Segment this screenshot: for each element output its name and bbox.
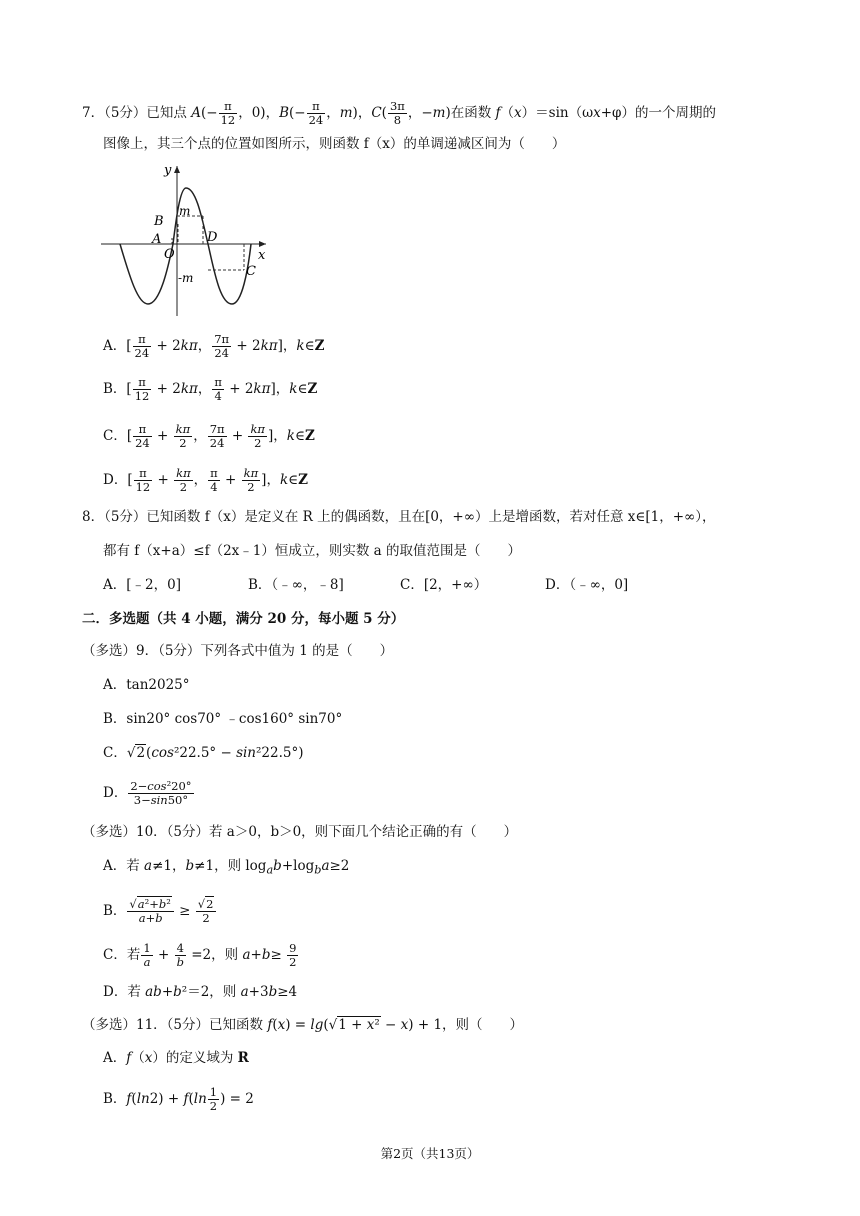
point-a-label: A xyxy=(152,232,162,247)
q7-option-b: B．[ $\frac{\pi}{12}$ + 2kπ， $\frac{\pi}{4}$ + 2kπ]，k∈Z xyxy=(103,375,318,403)
x-label: x xyxy=(258,248,266,263)
q9-option-c: C．√2(cos²22.5° − sin²22.5°) xyxy=(103,745,304,761)
sine-graph-figure xyxy=(98,158,273,318)
q8-stem-line1: 8．（5分）已知函数 f（x）是定义在 R 上的偶函数，且在[0，+∞）上是增函数，若对任意 x∈[1，+∞）， xyxy=(82,509,716,525)
q9-option-a: A．tan2025° xyxy=(103,677,190,693)
q10-stem: （多选）10．（5分）若 a＞0，b＞0，则下面几个结论正确的有（ ） xyxy=(82,824,518,840)
section-heading-multi-choice: 二．多选题（共 4 小题，满分 20 分，每小题 5 分） xyxy=(82,611,405,627)
q7-stem-line1: 7．（5分）已知点 A(− $\frac{\pi}{12}$ ，0)，B(− $\frac{\pi}{24}$ ，m)，C( $\frac{3\pi}{8}$ ，−m)在函数 f（x）＝sin（ωx+φ）的一个周期的 xyxy=(82,99,716,127)
q8-option-c: C．[2，+∞） xyxy=(400,577,488,593)
q8-option-a: A．[﹣2，0] xyxy=(103,577,181,593)
point-d-label: D xyxy=(207,230,218,245)
neg-m-label: -m xyxy=(178,271,194,285)
page-footer: 第2页（共13页） xyxy=(380,1146,480,1161)
q8-stem-line2: 都有 f（x+a）≤f（2x﹣1）恒成立，则实数 a 的取值范围是（ ） xyxy=(103,543,521,559)
q11-option-a: A．f（x）的定义域为 R xyxy=(103,1050,249,1066)
q7-option-c: C．[ $\frac{\pi}{24}$ + $\frac{k\pi}{2}$ ， $\frac{7\pi}{24}$ + $\frac{k\pi}{2}$ ]，k∈Z xyxy=(103,422,315,450)
q7-option-a: A．[ $\frac{\pi}{24}$ + 2kπ， $\frac{7\pi}{24}$ + 2kπ]，k∈Z xyxy=(103,332,325,360)
point-c-label: C xyxy=(246,264,256,279)
y-label: y xyxy=(164,163,172,178)
q9-stem: （多选）9．（5分）下列各式中值为 1 的是（ ） xyxy=(82,643,394,659)
m-label: m xyxy=(179,204,191,218)
point-b-label: B xyxy=(154,214,164,229)
q11-option-b: B．f(ln2) + f(ln $\frac{1}{2}$ ) = 2 xyxy=(103,1085,254,1113)
q10-option-d: D．若 ab+b²＝2，则 a+3b≥4 xyxy=(103,984,298,1000)
origin-label: O xyxy=(164,247,175,262)
y-axis-arrow xyxy=(174,166,180,173)
q10-option-a: A．若 a≠1，b≠1，则 $\log_ab+\log_ba\ge 2$ xyxy=(103,858,350,877)
q10-option-b: B． $\frac{\text{√a²+b²}}{a+b}$ ≥ $\frac{√2}{2}$ xyxy=(103,898,217,925)
q10-option-c: C．若 $\frac{1}{a}$ + $\frac{4}{b}$ =2，则 a+b≥ $\frac{9}{2}$ xyxy=(103,941,297,969)
q7-stem-line2: 图像上，其三个点的位置如图所示，则函数 f（x）的单调递减区间为（ ） xyxy=(103,136,566,152)
x-axis-arrow xyxy=(259,241,266,247)
q8-option-d: D．（﹣∞，0] xyxy=(545,577,629,593)
q7-option-d: D．[ $\frac{\pi}{12}$ + $\frac{k\pi}{2}$ ， $\frac{\pi}{4}$ + $\frac{k\pi}{2}$ ]，k∈Z xyxy=(103,466,308,494)
q11-stem: （多选）11．（5分）已知函数 f(x) = lg(√1 + x² − x) + 1，则（ ） xyxy=(82,1017,524,1033)
q9-option-d: D． $\frac{\text{2−cos²20°}}{3-\sin 50^\circ}$ xyxy=(103,779,192,807)
q8-option-b: B．（﹣∞，﹣8] xyxy=(248,577,344,593)
q9-option-b: B．sin20° cos70° ﹣cos160° sin70° xyxy=(103,711,343,727)
